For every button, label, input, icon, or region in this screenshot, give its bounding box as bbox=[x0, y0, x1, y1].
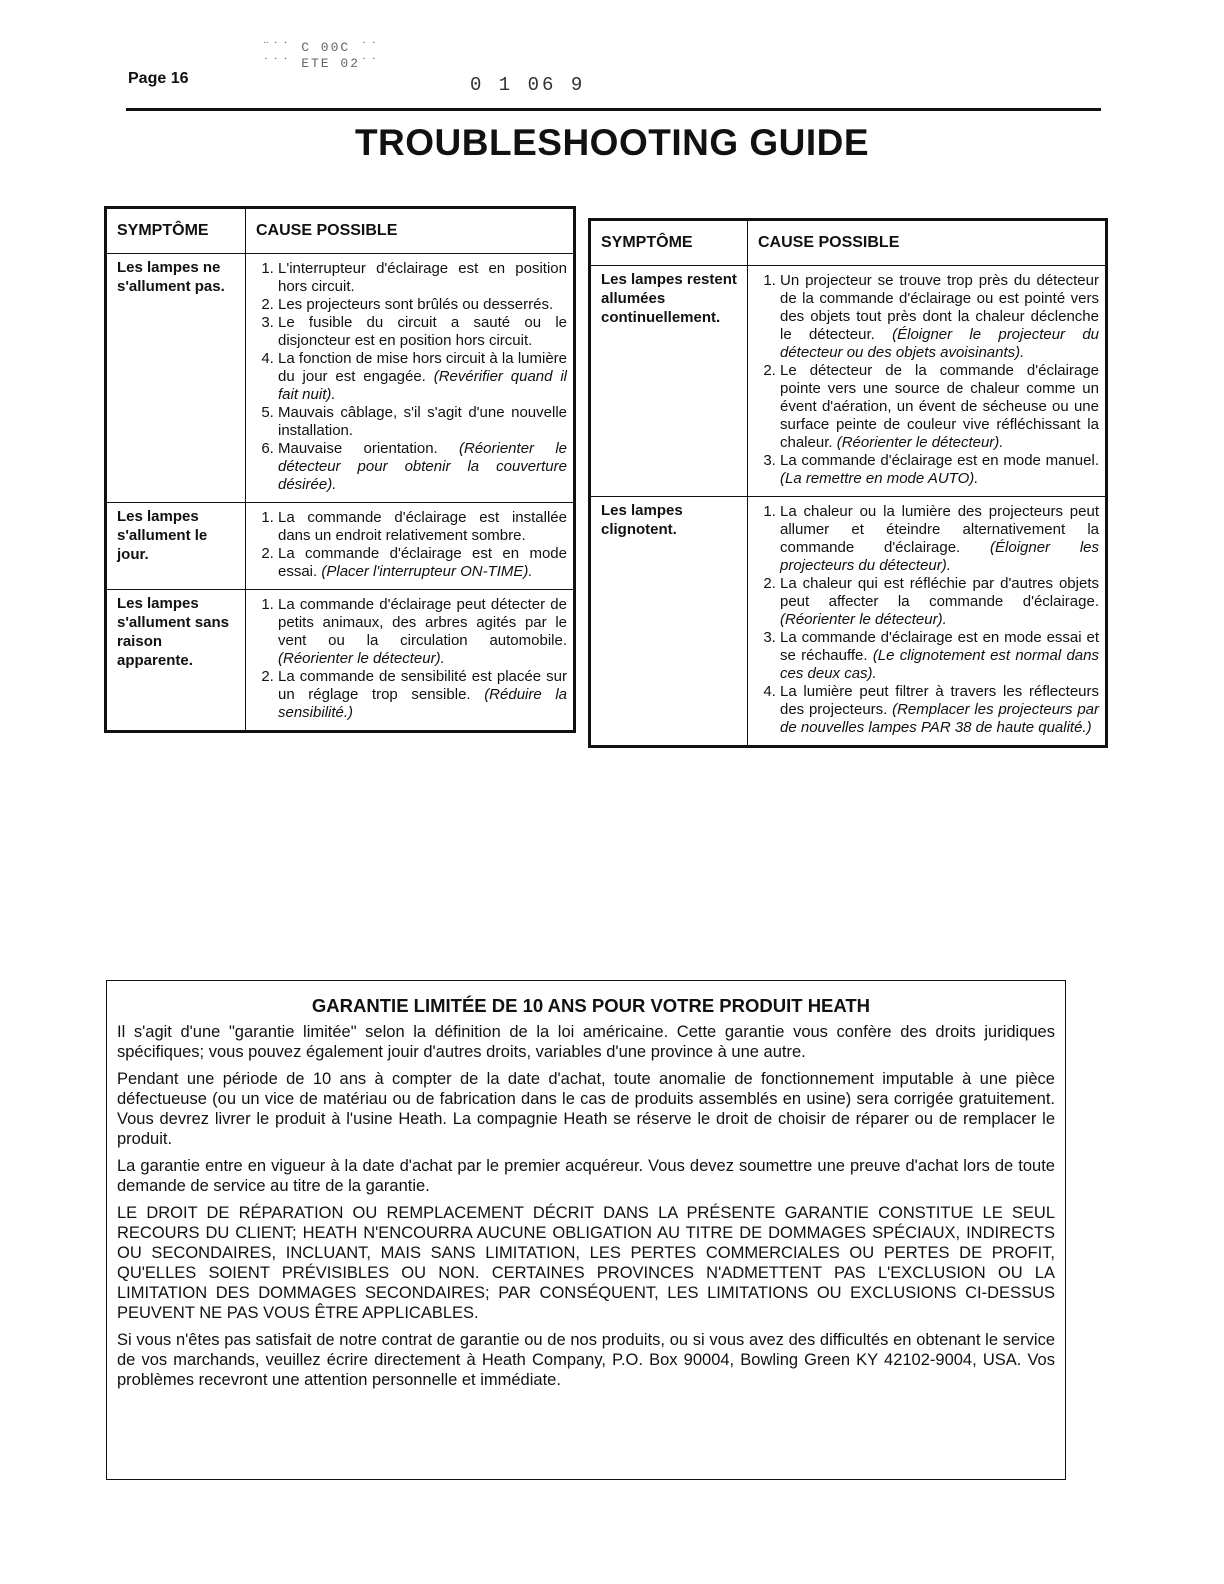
page-title: TROUBLESHOOTING GUIDE bbox=[354, 122, 870, 163]
table-header-row bbox=[106, 208, 575, 254]
cause-list bbox=[754, 272, 1099, 488]
remedy-text: (Revérifier quand il fait nuit). bbox=[278, 368, 568, 403]
cause-text: La commande d'éclairage peut détecter de petits animaux, des arbres agités par le vent ou la circulation automobile. bbox=[278, 596, 567, 649]
cause-item bbox=[780, 362, 1099, 452]
cause-cell bbox=[246, 503, 575, 590]
table-row bbox=[106, 503, 575, 590]
cause-text: L'interrupteur d'éclairage est en position hors circuit. bbox=[278, 260, 567, 295]
warranty-paragraph-3: La garantie entre en vigueur à la date d'achat par le premier acquéreur. Vous devez soumettre une preuve d'achat lors de toute demande de service au titre de la garantie. bbox=[117, 1157, 1055, 1195]
cause-cell bbox=[748, 266, 1107, 497]
warranty-title: GARANTIE LIMITÉE DE 10 ANS POUR VOTRE PRODUIT HEATH bbox=[311, 995, 871, 1016]
scan-stamp bbox=[262, 40, 380, 72]
cause-item bbox=[278, 509, 567, 545]
cause-item bbox=[780, 629, 1099, 683]
cause-text: Le détecteur de la commande d'éclairage pointe vers une source de chaleur comme un évent d'aération, un évent de sécheuse ou une surface peinte de couleur vive réfléchissant la chaleur. bbox=[780, 362, 1099, 451]
remedy-text: (Réduire la sensibilité.) bbox=[278, 686, 567, 721]
table-row bbox=[106, 590, 575, 732]
cause-item bbox=[278, 404, 567, 440]
symptom-cell: Les lampes s'allument le jour. bbox=[106, 503, 246, 590]
cause-text: La fonction de mise hors circuit à la lumière du jour est engagée. bbox=[278, 350, 567, 385]
cause-list bbox=[754, 503, 1099, 737]
remedy-text: (Réorienter le détecteur pour obtenir la couverture désirée). bbox=[278, 440, 567, 493]
cause-text: Les projecteurs sont brûlés ou desserrés. bbox=[278, 296, 554, 313]
troubleshooting-table-right bbox=[588, 218, 1108, 748]
cause-item bbox=[278, 350, 567, 404]
cause-cell bbox=[748, 497, 1107, 747]
symptom-cell: Les lampes restent allumées continuellement. bbox=[590, 266, 748, 497]
cause-list bbox=[252, 509, 567, 581]
warranty-paragraph-2: Pendant une période de 10 ans à compter de la date d'achat, toute anomalie de fonctionnement imputable à une pièce défectueuse (ou un vice de matériau ou de fabrication dans le cas de produits assemblés en usine) sera corrigée gratuitement. Vous devrez livrer le produit à l'usine Heath. La compagnie Heath se réserve le droit de choisir de réparer ou de remplacer le produit. bbox=[117, 1070, 1055, 1148]
symptom-cell: Les lampes s'allument sans raison apparente. bbox=[106, 590, 246, 732]
symptom-cell: Les lampes ne s'allument pas. bbox=[106, 254, 246, 503]
cause-item bbox=[278, 314, 567, 350]
remedy-text: (Réorienter le détecteur). bbox=[836, 434, 1004, 451]
column-header-symptom: SYMPTÔME bbox=[106, 208, 246, 254]
remedy-text: (Éloigner les projecteurs du détecteur). bbox=[780, 539, 1099, 574]
document-number: 0 1 06 9 bbox=[470, 74, 586, 96]
cause-text: La commande d'éclairage est en mode essai et se réchauffe. bbox=[780, 629, 1099, 664]
cause-cell bbox=[246, 254, 575, 503]
table-row bbox=[590, 266, 1107, 497]
cause-list bbox=[252, 596, 567, 722]
remedy-text: (Remplacer les projecteurs par de nouvelles lampes PAR 38 de haute qualité.) bbox=[780, 701, 1099, 736]
cause-cell bbox=[246, 590, 575, 732]
cause-item bbox=[278, 596, 567, 668]
remedy-text: (Placer l'interrupteur ON-TIME). bbox=[321, 563, 533, 580]
table-header-row bbox=[590, 220, 1107, 266]
table-row bbox=[106, 254, 575, 503]
cause-text: La chaleur qui est réfléchie par d'autres objets peut affecter la commande d'éclairage. bbox=[780, 575, 1099, 610]
troubleshooting-table-left bbox=[104, 206, 576, 733]
stamp-line-1: ¨˙˙ C 00C ˙˙ bbox=[262, 40, 380, 55]
column-header-cause: CAUSE POSSIBLE bbox=[748, 220, 1107, 266]
cause-item bbox=[780, 272, 1099, 362]
remedy-text: (Réorienter le détecteur). bbox=[780, 611, 947, 628]
warranty-disclaimer: LE DROIT DE RÉPARATION OU REMPLACEMENT DÉCRIT DANS LA PRÉSENTE GARANTIE CONSTITUE LE SEUL RECOURS DU CLIENT; HEATH N'ENCOURRA AUCUNE OBLIGATION AU TITRE DE DOMMAGES SPÉCIAUX, INDIRECTS OU SECONDAIRES, INCLUANT, MAIS SANS LIMITATION, LES PERTES COMMERCIALES OU PERTES DE PROFIT, QU'ELLES SOIENT PRÉVISIBLES OU NON. CERTAINES PROVINCES N'ADMETTENT PAS L'EXCLUSION OU LA LIMITATION DES DOMMAGES SECONDAIRES; PAR CONSÉQUENT, LES LIMITATIONS OU EXCLUSIONS CI-DESSUS PEUVENT NE PAS VOUS ÊTRE APPLICABLES. bbox=[117, 1204, 1055, 1322]
symptom-cell: Les lampes clignotent. bbox=[590, 497, 748, 747]
cause-text: La commande d'éclairage est installée dans un endroit relativement sombre. bbox=[278, 509, 567, 544]
stamp-line-2: ˙˙˙ ETE 02˙˙ bbox=[262, 56, 380, 71]
warranty-box bbox=[106, 980, 1066, 1480]
table-row bbox=[590, 497, 1107, 747]
remedy-text: (Éloigner le projecteur du détecteur ou des objets avoisinants). bbox=[780, 326, 1100, 361]
cause-item bbox=[278, 545, 567, 581]
remedy-text: (La remettre en mode AUTO). bbox=[780, 470, 979, 487]
cause-text: Mauvaise orientation. bbox=[278, 440, 438, 457]
cause-text: La chaleur ou la lumière des projecteurs peut allumer et éteindre alternativement la commande d'éclairage. bbox=[780, 503, 1099, 556]
remedy-text: (Le clignotement est normal dans ces deux cas). bbox=[780, 647, 1099, 682]
cause-item bbox=[780, 503, 1099, 575]
cause-text: La commande de sensibilité est placée sur un réglage trop sensible. bbox=[278, 668, 567, 703]
cause-item bbox=[780, 683, 1099, 737]
table-body bbox=[106, 254, 575, 732]
cause-item bbox=[780, 452, 1099, 488]
cause-text: Le fusible du circuit a sauté ou le disjoncteur est en position hors circuit. bbox=[278, 314, 567, 349]
cause-text: La lumière peut filtrer à travers les réflecteurs des projecteurs. bbox=[780, 683, 1099, 718]
cause-list bbox=[252, 260, 567, 494]
warranty-paragraph-1: Il s'agit d'une "garantie limitée" selon la définition de la loi américaine. Cette garantie vous confère des droits juridiques spécifiques; vous pouvez également jouir d'autres droits, variables d'une province à une autre. bbox=[117, 1023, 1055, 1061]
header-rule bbox=[126, 108, 1101, 111]
cause-item bbox=[278, 296, 567, 314]
cause-item bbox=[278, 668, 567, 722]
cause-item bbox=[278, 260, 567, 296]
cause-text: La commande d'éclairage est en mode essai. bbox=[278, 545, 567, 580]
column-header-symptom: SYMPTÔME bbox=[590, 220, 748, 266]
cause-item bbox=[780, 575, 1099, 629]
cause-text: Un projecteur se trouve trop près du détecteur de la commande d'éclairage ou est pointé vers des objets tout près dont la chaleur déclenche le détecteur. bbox=[780, 272, 1099, 343]
page-number: Page 16 bbox=[128, 70, 189, 87]
table-body bbox=[590, 266, 1107, 747]
remedy-text: (Réorienter le détecteur). bbox=[278, 650, 445, 667]
column-header-cause: CAUSE POSSIBLE bbox=[246, 208, 575, 254]
warranty-contact-paragraph: Si vous n'êtes pas satisfait de notre contrat de garantie ou de nos produits, ou si vous avez des difficultés en obtenant le service de vos marchands, veuillez écrire directement à Heath Company, P.O. Box 90004, Bowling Green KY 42102-9004, USA. Vos problèmes recevront une attention personnelle et immédiate. bbox=[117, 1331, 1055, 1389]
cause-text: Mauvais câblage, s'il s'agit d'une nouvelle installation. bbox=[278, 404, 567, 439]
cause-item bbox=[278, 440, 567, 494]
cause-text: La commande d'éclairage est en mode manuel. bbox=[780, 452, 1099, 469]
